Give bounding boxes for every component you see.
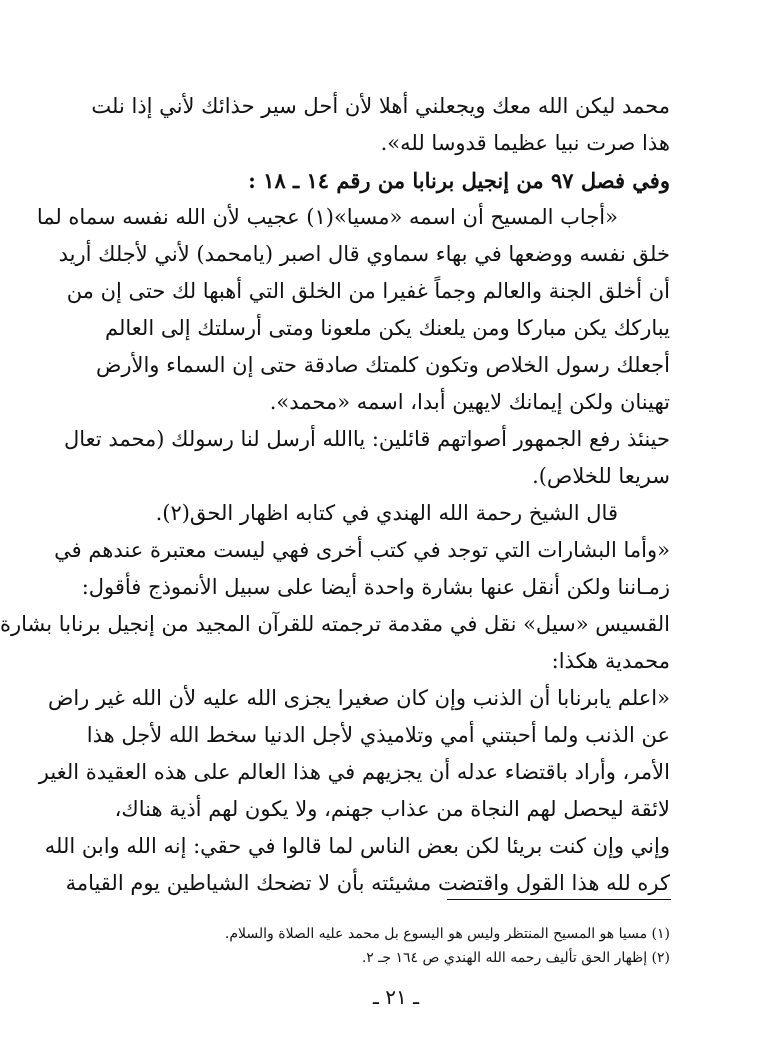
text-line-4: «أجاب المسيح أن اسمه «مسيا»(١) عجيب لأن الله نفسه سماه لما: [36, 205, 618, 229]
text-line-5: خلق نفسه ووضعها في بهاء سماوي قال اصبر (يامحمد) لأني لأجلك أريد: [58, 242, 670, 266]
body-text: [0, 88, 670, 902]
footnote-divider: [447, 899, 671, 900]
text-line-12: قال الشيخ رحمة الله الهندي في كتابه اظهار الحق(٢).: [155, 501, 618, 525]
footnote-1: (١) مسيا هو المسيح المنتظر وليس هو اليسوع بل محمد عليه الصلاة والسلام.: [224, 926, 670, 942]
text-line-7: يباركك يكن مباركا ومن يلعنك يكن ملعونا ومتى أرسلتك إلى العالم: [105, 316, 670, 340]
text-line-2: هذا صرت نبيا عظيما قدوسا لله».: [380, 131, 670, 155]
text-line-19: الأمر، وأراد باقتضاء عدله أن يجزيهم في هذا العالم على هذه العقيدة الغير: [38, 760, 670, 784]
text-line-16: محمدية هكذا:: [551, 649, 670, 673]
page-number: ـ ٢١ ـ: [373, 985, 419, 1009]
text-line-13: «وأما البشارات التي توجد في كتب أخرى فهي ليست معتبرة عندهم في: [54, 538, 670, 562]
text-line-6: أن أخلق الجنة والعالم وجماً غفيرا من الخلق التي أهبها لك حتى إن من: [66, 279, 670, 303]
text-line-20: لائقة ليحصل لهم النجاة من عذاب جهنم، ولا يكون لهم أذية هناك،: [114, 797, 670, 821]
text-line-9: تهينان ولكن إيمانك لايهين أبدا، اسمه «محمد».: [269, 390, 670, 414]
text-line-15: القسيس «سيل» نقل في مقدمة ترجمته للقرآن المجيد من إنجيل برنابا بشارة: [0, 612, 670, 636]
text-line-11: سريعا للخلاص).: [532, 464, 670, 488]
text-line-17: «اعلم يابرنابا أن الذنب وإن كان صغيرا يجزى الله عليه لأن الله غير راض: [47, 686, 670, 710]
footnote-2: (٢) إظهار الحق تأليف رحمه الله الهندي ص ١٦٤ جـ ٢.: [361, 950, 670, 966]
text-line-18: عن الذنب ولما أحبتني أمي وتلاميذي لأجل الدنيا سخط الله لأجل هذا: [86, 723, 670, 747]
text-line-21: وإني وإن كنت بريئا لكن بعض الناس لما قالوا في حقي: إنه الله وابن الله: [44, 834, 670, 858]
text-line-1: محمد ليكن الله معك ويجعلني أهلا لأن أحل سير حذائك لأني إذا نلت: [91, 94, 670, 118]
text-line-22: كره لله هذا القول واقتضت مشيئته بأن لا تضحك الشياطين يوم القيامة: [65, 871, 670, 895]
section-heading: وفي فصل ٩٧ من إنجيل برنابا من رقم ١٤ ـ ١٨ :: [248, 168, 670, 193]
text-line-10: حينئذ رفع الجمهور أصواتهم قائلين: ياالله أرسل لنا رسولك (محمد تعال: [64, 427, 670, 451]
footnotes: [118, 922, 670, 970]
text-line-14: زمـاننا ولكن أنقل عنها بشارة واحدة أيضا على سبيل الأنموذج فأقول:: [81, 575, 670, 599]
text-line-8: أجعلك رسول الخلاص وتكون كلمتك صادقة حتى إن السماء والأرض: [95, 353, 670, 377]
